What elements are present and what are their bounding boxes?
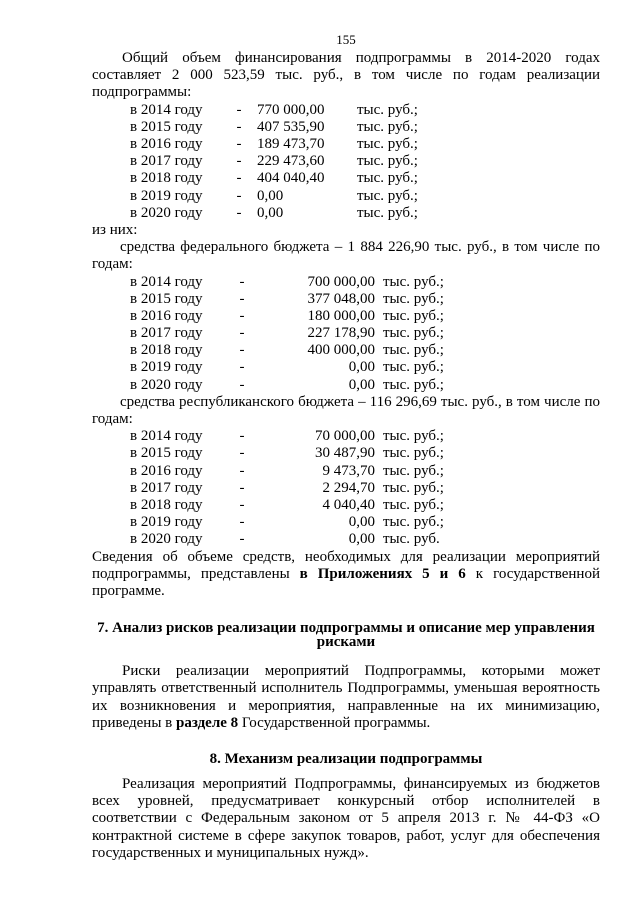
year-label: в 2017 году [130, 325, 203, 342]
year-label: в 2017 году [130, 479, 203, 496]
amount-value: 0,00 [257, 204, 284, 221]
amount-value: 0,00 [257, 187, 284, 204]
year-label: в 2019 году [130, 187, 203, 204]
unit-label: тыс. руб.; [357, 170, 418, 187]
unit-label: тыс. руб.; [383, 273, 444, 290]
amount-value: 0,00 [348, 359, 375, 376]
year-label: в 2014 году [130, 428, 203, 445]
dash-separator: - [239, 445, 245, 462]
dash-separator: - [236, 187, 242, 204]
year-label: в 2016 году [130, 307, 203, 324]
year-label: в 2017 году [130, 153, 203, 170]
dash-separator: - [239, 462, 245, 479]
year-label: в 2014 году [130, 101, 203, 118]
dash-separator: - [239, 376, 245, 393]
unit-label: тыс. руб. [383, 531, 440, 548]
section-8-heading: 8. Механизм реализации подпрограммы [209, 750, 483, 767]
unit-label: тыс. руб.; [383, 376, 444, 393]
dash-separator: - [239, 342, 245, 359]
amount-value: 30 487,90 [315, 445, 375, 462]
republic-year-row [92, 463, 600, 480]
dash-separator: - [236, 118, 242, 135]
year-label: в 2020 году [130, 531, 203, 548]
year-label: в 2016 году [130, 135, 203, 152]
section-7-text-bold: разделе 8 [176, 714, 239, 731]
amount-value: 404 040,40 [257, 170, 325, 187]
republic-year-row [92, 445, 600, 462]
dash-separator: - [236, 204, 242, 221]
republic-budget-text: средства республиканского бюджета – 116 296,69 тыс. руб., в том числе по годам: [92, 393, 600, 428]
amount-value: 227 178,90 [307, 325, 375, 342]
section-8-text: Реализация мероприятий Подпрограммы, финансируемых из бюджетов всех уровней, предусматривает конкурсный отбор исполнителей в соответствии с Федеральным законом от 5 апреля 2013 г. № 44-ФЗ «О контрактной системе в сфере закупок товаров, работ, услуг для обеспечения государственных и муниципальных нужд». [92, 775, 600, 861]
unit-label: тыс. руб.; [357, 101, 418, 118]
unit-label: тыс. руб.; [357, 204, 418, 221]
section-7-heading: 7. Анализ рисков реализации подпрограммы и описание мер управления рисками [97, 620, 595, 651]
section-7-text [92, 663, 600, 732]
unit-label: тыс. руб.; [383, 445, 444, 462]
federal-year-row [92, 274, 600, 291]
amount-value: 407 535,90 [257, 118, 325, 135]
amount-value: 700 000,00 [307, 273, 375, 290]
dash-separator: - [239, 325, 245, 342]
federal-year-row [92, 359, 600, 376]
republic-year-row [92, 531, 600, 548]
unit-label: тыс. руб.; [383, 428, 444, 445]
unit-label: тыс. руб.; [357, 118, 418, 135]
total-year-row [92, 119, 600, 136]
amount-value: 770 000,00 [257, 101, 325, 118]
year-label: в 2018 году [130, 497, 203, 513]
total-year-row [92, 102, 600, 119]
dash-separator: - [239, 531, 245, 548]
amount-value: 189 473,70 [257, 135, 325, 152]
dash-separator: - [239, 359, 245, 376]
year-label: в 2015 году [130, 445, 203, 462]
unit-label: тыс. руб.; [383, 462, 444, 479]
year-label: в 2020 году [130, 204, 203, 221]
republic-year-row [92, 428, 600, 445]
amount-value: 400 000,00 [307, 342, 375, 359]
amount-value: 180 000,00 [307, 307, 375, 324]
appendix-note [92, 549, 600, 601]
republic-budget-by-year [92, 428, 600, 548]
year-label: в 2014 году [130, 273, 203, 290]
unit-label: тыс. руб.; [357, 153, 418, 170]
year-label: в 2015 году [130, 118, 203, 135]
unit-label: тыс. руб.; [383, 497, 444, 513]
dash-separator: - [239, 428, 245, 445]
federal-year-row [92, 308, 600, 325]
republic-year-row [92, 514, 600, 531]
federal-year-row [92, 325, 600, 342]
amount-value: 70 000,00 [315, 428, 375, 445]
republic-year-row [92, 480, 600, 497]
unit-label: тыс. руб.; [383, 290, 444, 307]
federal-budget-text: средства федерального бюджета – 1 884 226,90 тыс. руб., в том числе по годам: [92, 239, 600, 273]
amount-value: 0,00 [348, 514, 375, 531]
document-page [92, 32, 600, 862]
dash-separator: - [236, 101, 242, 118]
year-label: в 2020 году [130, 376, 203, 393]
unit-label: тыс. руб.; [383, 479, 444, 496]
dash-separator: - [239, 479, 245, 496]
dash-separator: - [239, 514, 245, 531]
total-year-row [92, 153, 600, 170]
of-them-label: из них: [92, 221, 138, 238]
dash-separator: - [239, 497, 245, 513]
total-year-row [92, 136, 600, 153]
appendix-note-text: Сведения об объеме средств, необходимых для реализации мероприятий подпрограммы, представлены [92, 548, 600, 582]
total-financing-by-year [92, 102, 600, 222]
federal-year-row [92, 377, 600, 394]
total-year-row [92, 188, 600, 205]
unit-label: тыс. руб.; [383, 307, 444, 324]
unit-label: тыс. руб.; [383, 514, 444, 531]
amount-value: 0,00 [348, 376, 375, 393]
year-label: в 2016 году [130, 462, 203, 479]
appendix-note-bold: в Приложениях 5 и 6 [299, 565, 466, 582]
year-label: в 2019 году [130, 514, 203, 531]
amount-value: 377 048,00 [307, 290, 375, 307]
dash-separator: - [239, 273, 245, 290]
section-7-text-main: Риски реализации мероприятий Подпрограммы, которыми может управлять ответственный исполнитель Подпрограммы, уменьшая вероятность их возникновения и мероприятия, направленные на их минимизацию, приведены в [92, 663, 600, 731]
amount-value: 0,00 [348, 531, 375, 548]
total-year-row [92, 170, 600, 187]
amount-value: 9 473,70 [322, 462, 375, 479]
year-label: в 2018 году [130, 342, 203, 359]
unit-label: тыс. руб.; [357, 187, 418, 204]
dash-separator: - [239, 307, 245, 324]
total-year-row [92, 205, 600, 222]
dash-separator: - [236, 135, 242, 152]
year-label: в 2015 году [130, 290, 203, 307]
dash-separator: - [239, 290, 245, 307]
federal-year-row [92, 291, 600, 308]
section-7-text-tail: Государственной программы. [238, 714, 431, 731]
unit-label: тыс. руб.; [383, 342, 444, 359]
unit-label: тыс. руб.; [383, 359, 444, 376]
page-number: 155 [336, 32, 356, 47]
amount-value: 2 294,70 [322, 479, 375, 496]
federal-budget-by-year [92, 274, 600, 394]
amount-value: 4 040,40 [322, 497, 375, 513]
federal-year-row [92, 342, 600, 359]
year-label: в 2019 году [130, 359, 203, 376]
dash-separator: - [236, 153, 242, 170]
amount-value: 229 473,60 [257, 153, 325, 170]
appendix-note-tail: к государственной программе. [92, 565, 600, 599]
unit-label: тыс. руб.; [357, 135, 418, 152]
unit-label: тыс. руб.; [383, 325, 444, 342]
financing-intro: Общий объем финансирования подпрограммы в 2014-2020 годах составляет 2 000 523,59 тыс. руб., в том числе по годам реализации подпрограммы: [92, 50, 600, 101]
republic-year-row [92, 497, 600, 514]
dash-separator: - [236, 170, 242, 187]
year-label: в 2018 году [130, 170, 203, 187]
